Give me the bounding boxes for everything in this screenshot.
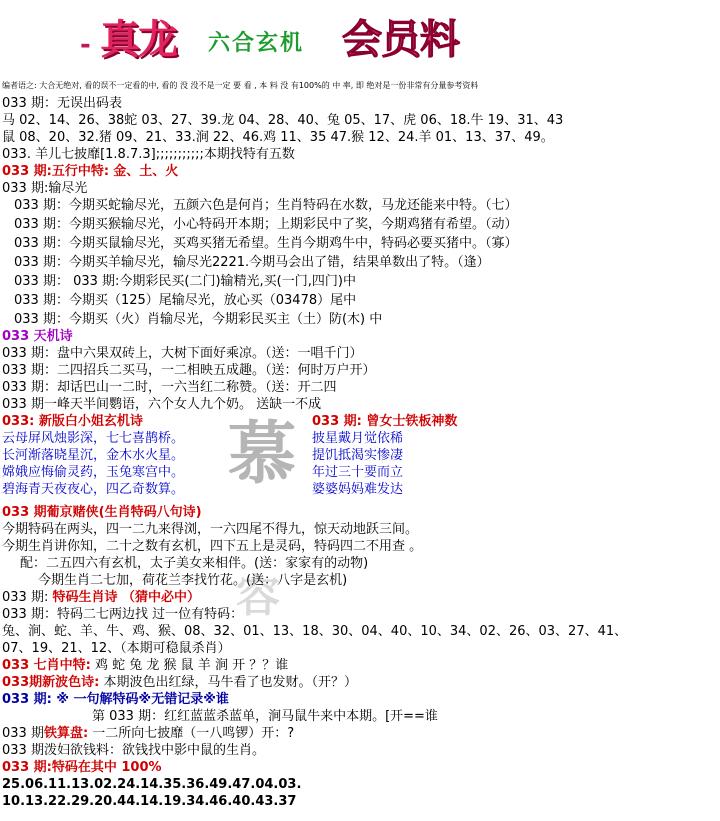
title-mid: 六合玄机 xyxy=(208,30,305,56)
poem-right-2: 提饥抵渴实惨凄 xyxy=(312,448,404,463)
line-bose xyxy=(2,675,357,691)
line-pujing-1: 今期特码在两头，四一二九来得浏，一六四尾不得九，惊天动地跃三间。 xyxy=(2,522,419,537)
tiesuanpan-value: 一二所向七披靡（一八鸣锣）开：? xyxy=(88,726,295,741)
line-code-table: 033 期：无误出码表 xyxy=(2,96,122,111)
line-tema-edge: 033 期：特码二七两边找 过一位有特码： xyxy=(2,607,244,622)
poem-left-3: 嫦娥应悔偷灵药，玉兔寒宫中。 xyxy=(2,465,185,480)
heading-baixiaojie: 033: 新版白小姐玄机诗 xyxy=(2,414,143,429)
wuxing-label: 033 期:五行中特: xyxy=(2,164,110,179)
heading-zengnvshi: 033 期: 曾女士铁板神数 xyxy=(312,414,458,429)
title-left: 真龙 xyxy=(100,16,176,63)
line-sjg-5: 033 期： 033 期:今期彩民买(二门)输精光,买(一门,四门)中 xyxy=(14,274,356,289)
poem-right-4: 婆婆妈妈难发达 xyxy=(312,482,404,497)
title-dash: - xyxy=(80,30,91,60)
intro-text: 编者语之: 大合无绝对, 看的误不一定看的中, 看的 没 没不是一定 要 看 , 本 料 没 有100%的 中 率, 即 绝对是一份非常有分量参考资料 xyxy=(2,81,479,90)
line-sjg-6: 033 期：今期买（125）尾输尽光，放心买（03478）尾中 xyxy=(14,293,357,308)
poem-right-1: 披星戴月觉依稀 xyxy=(312,431,404,446)
line-zodiac-2: 鼠 08、20、32.猪 09、21、33.涧 22、46.鸡 11、35 47.猴 12、24.羊 01、13、37、49。 xyxy=(2,130,554,145)
heading-tema-100: 033 期:特码在其中 100% xyxy=(2,760,162,775)
poem-left-2: 长河渐落晓星沉，金木水火星。 xyxy=(2,448,185,463)
line-pujing-4: 今期生肖二七加，荷花兰李找竹花。(送：八字是玄机) xyxy=(38,573,348,588)
tiesuanpan-label: 铁算盘: xyxy=(43,726,89,741)
line-tiesuanpan xyxy=(2,726,294,742)
line-qixiao xyxy=(2,658,288,674)
line-pujing-3: 配：二五四六有玄机，太子美女来相伴。(送：家家有的动物) xyxy=(20,556,369,571)
line-tianji-3: 033 期：却话巴山一二时，一六当红二称赞。（送：开二四 xyxy=(2,380,337,395)
line-sjg-3: 033 期：今期买鼠输尽光，买鸡买猪无希望。生肖今期鸡牛中，特码必要买猪中。（寡） xyxy=(14,236,518,251)
watermark-secondary: 容 xyxy=(236,571,280,622)
title-right: 会员料 xyxy=(342,17,459,63)
watermark-main: 慕 xyxy=(228,414,297,494)
line-tianji-1: 033 期：盘中六果双砖上，大树下面好乘凉。（送：一唱千门） xyxy=(2,346,363,361)
line-wuxing xyxy=(2,164,178,180)
line-numbers-1: 25.06.11.13.02.24.14.35.36.49.47.04.03. xyxy=(2,777,302,792)
qixiao-label: 033 七肖中特: xyxy=(2,658,91,673)
qixiao-value: 鸡 蛇 兔 龙 猴 鼠 羊 涧 开 ？？谁 xyxy=(95,658,289,673)
bose-label: 033期新波色诗: xyxy=(2,675,100,690)
line-zodiac-1: 马 02、14、26、38蛇 03、27、39.龙 04、28、40、兔 05、17、虎 06、18.牛 19、31、43 xyxy=(2,113,564,128)
wuxing-value: 金、土、火 xyxy=(113,164,179,179)
heading-yiju: 033 期: ※ 一句解特码※无错记录※谁 xyxy=(2,692,229,707)
line-pujing-2: 今期生肖讲你知，二十之数有玄机，四下五上是灵码，特码四二不用查 。 xyxy=(2,539,423,554)
line-sjg-7: 033 期：今期买（火）肖输尽光，今期彩民买主（土）防(木) 中 xyxy=(14,312,383,327)
line-sjg-2: 033 期：今期买猴输尽光，小心特码开本期；上期彩民中了奖，今期鸡猪有希望。（动） xyxy=(14,217,518,232)
line-shujinguang: 033 期:输尽光 xyxy=(2,181,88,196)
tiesuanpan-prefix: 033 期 xyxy=(2,726,44,741)
poem-left-1: 云母屏风烛影深，七七喜鹊桥。 xyxy=(2,431,185,446)
line-sjg-4: 033 期：今期买羊输尽光，输尽光2221.今期马会出了错，结果单数出了特。（逢） xyxy=(14,255,490,270)
temashi-label: 033 期: xyxy=(2,590,49,605)
line-tema-list-1: 兔、涧、蛇、羊、牛、鸡、猴、08、32、01、13、18、30、04、40、10、34、02、26、03、27、41、 xyxy=(2,624,628,639)
poem-left-4: 碧海青天夜夜心，四乙奇数算。 xyxy=(2,482,185,497)
poem-right-3: 年过三十要而立 xyxy=(312,465,404,480)
line-yanger: 033. 羊儿七披靡[1.8.7.3];;;;;;;;;;;本期找特有五数 xyxy=(2,147,295,162)
temashi-title: 特码生肖诗 （猜中必中） xyxy=(52,590,200,605)
heading-pujing: 033 期葡京赌侠(生肖特码八句诗) xyxy=(2,505,202,520)
line-tema-list-2: 07、19、21、12、（本期可稳鼠杀肖） xyxy=(2,641,231,656)
header-logo xyxy=(80,8,520,62)
line-tianji-2: 033 期：二四招兵二买马，一二相映五成趣。（送：何时万户开） xyxy=(2,363,376,378)
line-pofu: 033 期泼妇欲钱料：欲钱找中影中鼠的生肖。 xyxy=(2,743,265,758)
line-tianji-4: 033 期一峰天半间鹦语，六个女人九个奶。 送缺一不成 xyxy=(2,397,322,412)
line-temashi xyxy=(2,590,200,606)
line-numbers-2: 10.13.22.29.20.44.14.19.34.46.40.43.37 xyxy=(2,794,297,809)
bose-value: 本期波色出红绿，马牛看了也发财。（开？） xyxy=(103,675,357,690)
heading-tianji: 033 天机诗 xyxy=(2,329,73,344)
line-yiju: 第 033 期：红红蓝蓝杀蓝单，涧马鼠牛来中本期。[开==谁 xyxy=(92,709,438,724)
line-sjg-1: 033 期：今期买蛇输尽光，五颜六色是何肖；生肖特码在水数，马龙还能来中特。（七） xyxy=(14,198,518,213)
